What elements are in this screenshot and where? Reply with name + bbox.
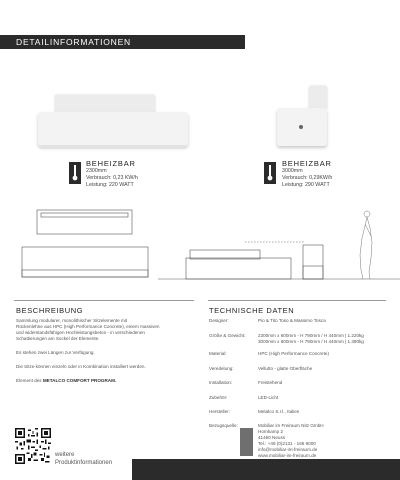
drawing-side-elevation [186,245,323,279]
description-title: BESCHREIBUNG [16,306,84,315]
description-lengths: Es stehen zwei Längen zur Verfügung. [16,350,95,355]
divider-description [14,300,194,301]
spec-value-manufacturer: Metalco S.r.l., Italien [258,409,300,414]
spec-label-size: Größe & Gewicht: [209,333,246,338]
spec-value-supplier: Mobiliar im Freiraum Nitz GmbH Hornkamp 2 41460 Neuss Tel.: +49 (0)2131 - 166 9000 info@mobiliar-im-freiraum.de www.mobiliar-im-freiraum.de [258,423,324,459]
bench-large-backrest [55,95,155,113]
thermometer-icon [69,162,81,184]
heating-consumption-1: Verbrauch: 0,23 KW/h [86,175,138,181]
spec-label-installation: Installation: [209,380,233,385]
spec-value-installation: Freistehend [258,380,283,385]
heating-consumption-2: Verbrauch: 0,29KW/h [282,175,333,181]
spec-label-manufacturer: Hersteller: [209,409,230,414]
description-program: Element des METALCO COMFORT PROGRAM. [16,378,117,383]
drawing-front-view [22,247,148,277]
heating-title-2: BEHEIZBAR [282,159,332,168]
spec-label-finish: Veredelung: [209,366,234,371]
spec-value-finish: Vellutto - glatte Oberfläche [258,366,313,371]
tech-title: TECHNISCHE DATEN [209,306,295,315]
spec-label-accessories: Zubehör: [209,395,228,400]
page-title: DETAILINFORMATIONEN [16,37,132,47]
led-light-dot [299,125,303,129]
heating-length-2: 3000mm [282,168,303,174]
divider-tech [208,300,386,301]
description-text: Sammlung modularer, monolithischer Sitzelemente mit Rückenlehne aus HPC (High Performance Concrete), einem massiven und widerstandsfähigen Hochleistungsbeton - in verschiedenen Schattierungen am Sockel der Elemente. [16,318,160,342]
spec-value-material: HPC (High Performance Concrete) [258,351,329,356]
drawing-top-view [37,210,132,234]
heating-power-1: Leistung: 220 WATT [86,182,134,188]
bench-large-base [40,145,186,149]
spec-label-designer: Designer: [209,318,229,323]
heating-power-2: Leistung: 290 WATT [282,182,330,188]
description-installation: Die Sitze können einzeln oder in Kombination installiert werden. [16,364,146,369]
human-figure-silhouette [360,211,372,279]
qr-caption: weitere Produktinformationen [55,452,113,466]
spec-value-designer: Pio & Tito Toso & Massimo Tosca [258,318,326,323]
heating-title-1: BEHEIZBAR [86,159,136,168]
technical-drawings [0,200,400,290]
spec-value-size: 2300mm x 600mm - H 790mm / H 440mm | 1.220kg 3000mm x 600mm - H 790mm / H 440mm | 1.390kg [258,333,364,345]
spec-value-accessories: LED-Licht [258,395,279,400]
spec-label-supplier: Bezugsquelle: [209,423,238,428]
qr-code-icon[interactable] [15,428,51,464]
spec-label-material: Material: [209,351,227,356]
thermometer-icon [264,162,276,184]
bench-small-backrest [309,86,327,110]
footer-bar [132,459,400,480]
nitz-logo [240,428,253,456]
heating-length-1: 2300mm [86,168,107,174]
bench-large-seat [38,112,188,146]
